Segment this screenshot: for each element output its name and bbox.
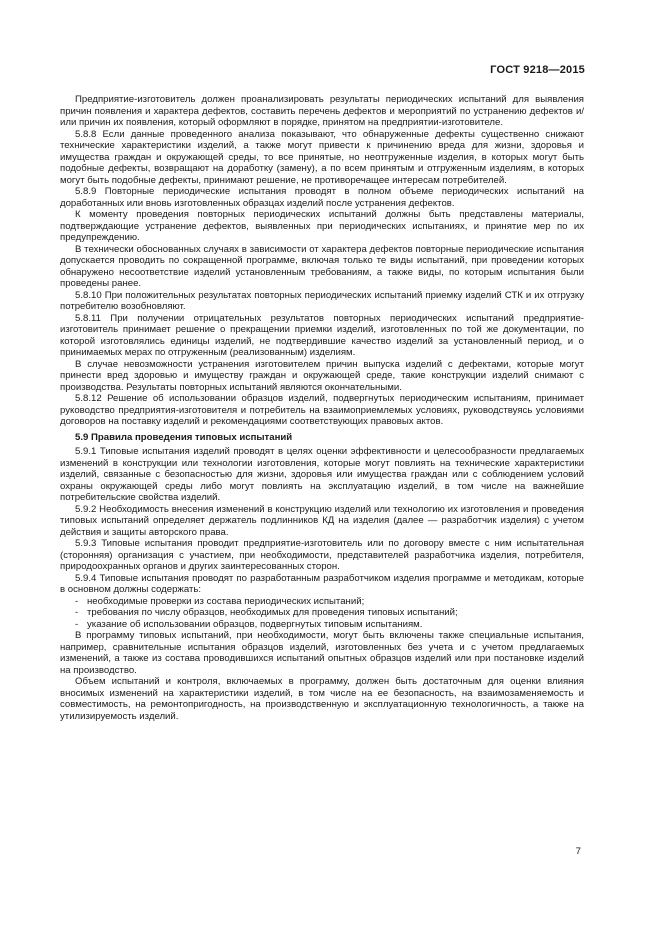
paragraph: Объем испытаний и контроля, включаемых в программу, должен быть достаточным для оценки влияния вносимых изменений на характеристики изделий, в том числе на ее безопасность, на взаимозаменяемость и совместимость, на ремонтопригодность, на производственную и эксплуатационную технологичность, а также на утилизируемость изделий.	[60, 676, 584, 722]
paragraph: 5.9.4 Типовые испытания проводят по разработанным разработчиком изделия программе и методикам, которые в основном должны содержать:	[60, 572, 584, 595]
paragraph: 5.8.12 Решение об использовании образцов изделий, подвергнутых периодическим испытаниям, принимает руководство предприятия-изготовителя и потребитель на взаимоприемлемых условиях, руководствуясь условиями договоров на поставку изделий и рекомендациями соответствующих правовых актов.	[60, 393, 584, 427]
paragraph: 5.9.2 Необходимость внесения изменений в конструкцию изделий или технологию их изготовления и проведения типовых испытаний определяет держатель подлинников КД на изделия (далее — разработчик изделия) с учетом действия и защиты авторского права.	[60, 503, 584, 538]
paragraph: 5.8.9 Повторные периодические испытания проводят в полном объеме периодических испытаний на доработанных или вновь изготовленных образцах изделий после устранения дефектов.	[60, 186, 584, 209]
section-heading: 5.9 Правила проведения типовых испытаний	[75, 431, 293, 443]
list-item: - указание об использовании образцов, подвергнутых типовым испытаниям.	[60, 619, 584, 631]
paragraph: К моменту проведения повторных периодических испытаний должны быть представлены материалы, подтверждающие устранение дефектов, выявленных при периодических испытаниях, и принятие мер по их предупреждению.	[60, 209, 584, 243]
paragraph: 5.8.10 При положительных результатах повторных периодических испытаний приемку изделий СТК и их отгрузку потребителю возобновляют.	[60, 289, 584, 312]
paragraph: 5.8.11 При получении отрицательных результатов повторных периодических испытаний предприятие-изготовитель принимает решение о прекращении приемки изделий, изготовленных по той же документации, по которой изготовлялись единицы изделий, не подтвердившие качество изделий за установленный период, и о принимаемых мерах по отгруженным (реализованным) изделиям.	[60, 312, 584, 358]
list-item: - требования по числу образцов, необходимых для проведения типовых испытаний;	[60, 607, 584, 619]
paragraph: 5.9.3 Типовые испытания проводит предприятие-изготовитель или по договору вместе с ним испытательная (сторонняя) организация с участием, при необходимости, представителей разработчика изделия, потребителя, природоохранных органов и других заинтересованных сторон.	[60, 538, 584, 572]
paragraph: В программу типовых испытаний, при необходимости, могут быть включены также специальные испытания, например, сравнительные испытания образцов изделий, изготовленных без учета и с учетом предлагаемых изменений, а также из состава проводившихся испытаний опытных образцов изделий или при постановке изделий на производство.	[60, 630, 584, 676]
list-item: - необходимые проверки из состава периодических испытаний;	[60, 596, 584, 608]
paragraph: В случае невозможности устранения изготовителем причин выпуска изделий с дефектами, которые могут принести вред здоровью и имуществу граждан и окружающей среде, такие конструкции изделий снимают с производства. Результаты повторных испытаний являются окончательными.	[60, 358, 584, 393]
paragraph: Предприятие-изготовитель должен проанализировать результаты периодических испытаний для выявления причин появления и характера дефектов, составить перечень дефектов и мероприятий по устранению дефектов и/или причин их появления, который оформляют в порядке, принятом на предприятии-изготовителе.	[60, 94, 584, 128]
document-header: ГОСТ 9218—2015	[490, 64, 585, 76]
requirements-list	[60, 596, 584, 631]
paragraph: 5.9.1 Типовые испытания изделий проводят в целях оценки эффективности и целесообразности предлагаемых изменений в конструкции или технологии изготовления, которые могут повлиять на технические характеристики изделий, связанные с безопасностью для жизни, здоровья или имущества граждан или с соблюдением условий охраны окружающей среды либо могут повлиять на эксплуатацию изделий, в том числе на важнейшие потребительские свойства изделий.	[60, 446, 584, 503]
document-body	[60, 94, 584, 722]
page-number: 7	[575, 846, 581, 857]
paragraph: 5.8.8 Если данные проведенного анализа показывают, что обнаруженные дефекты существенно снижают технические характеристики изделий, а также могут привести к причинению вреда для жизни, здоровья и имущества граждан и окружающей среды, то все принятые, но неотгруженные изделия, в которых могут быть подобные дефекты, возвращают на доработку (замену), а по всем принятым и отгруженным изделиям, в которых могут быть подобные дефекты, принимают решение, не противоречащее интересам потребителей.	[60, 128, 584, 186]
paragraph: В технически обоснованных случаях в зависимости от характера дефектов повторные периодические испытания допускается проводить по сокращенной программе, включая только те виды испытаний, при проведении которых обнаружено несоответствие изделий установленным требованиям, а также виды, по которым испытания были проведены ранее.	[60, 243, 584, 289]
